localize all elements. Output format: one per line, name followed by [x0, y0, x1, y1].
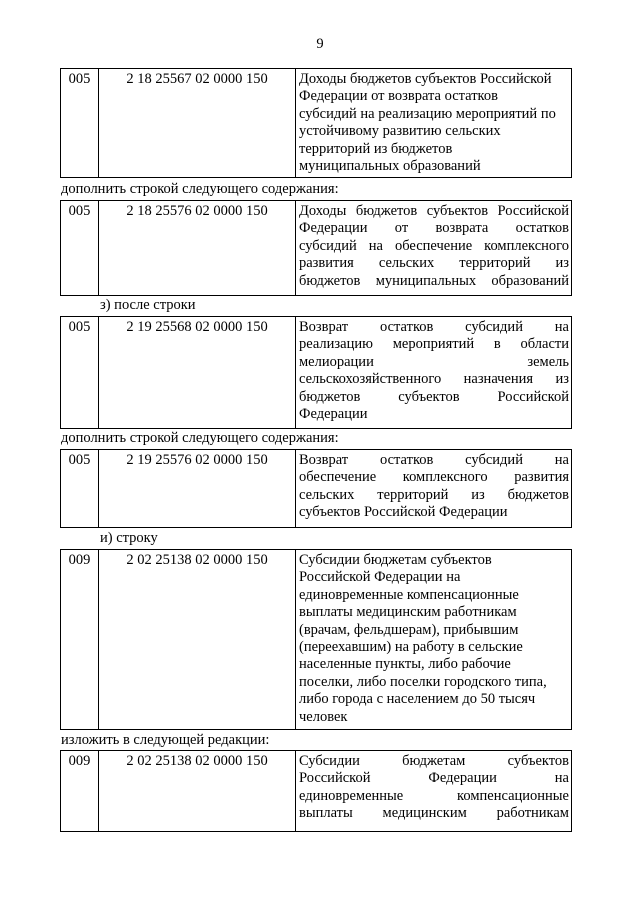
description-cell [296, 69, 572, 178]
description-line: муниципальных образований [299, 158, 481, 175]
description-line: субъектов Российской Федерации [299, 504, 508, 521]
code-table-2 [60, 200, 572, 296]
description-cell [296, 550, 572, 730]
description-line: сельских территорий из бюджетов [299, 486, 569, 503]
revenue-code-cell: 2 18 25576 02 0000 150 [99, 201, 296, 296]
description-line: территорий из бюджетов [299, 140, 453, 157]
admin-code-cell: 009 [61, 751, 99, 832]
revenue-code-cell: 2 19 25576 02 0000 150 [99, 450, 296, 528]
description-line: субсидий на обеспечение комплексного [299, 237, 569, 254]
admin-code-cell: 005 [61, 201, 99, 296]
description-line: развития сельских территорий из [299, 255, 569, 272]
revenue-code-cell: 2 02 25138 02 0000 150 [99, 550, 296, 730]
revenue-code-cell: 2 19 25568 02 0000 150 [99, 317, 296, 429]
description-line: Доходы бюджетов субъектов Российской [299, 203, 569, 219]
description-line: выплаты медицинским работникам [299, 805, 569, 822]
code-table-1 [60, 68, 572, 178]
description-line: единовременные компенсационные [299, 586, 519, 603]
description-line: устойчивому развитию сельских [299, 123, 501, 140]
revenue-code-cell: 2 02 25138 02 0000 150 [99, 751, 296, 832]
description-line: бюджетов муниципальных образований [299, 272, 569, 289]
table-row [61, 317, 572, 429]
admin-code-cell: 009 [61, 550, 99, 730]
description-line: реализацию мероприятий в области [299, 336, 569, 353]
description-line: человек [299, 708, 348, 725]
description-line: (переехавшим) на работу в сельские [299, 639, 523, 656]
admin-code-cell: 005 [61, 450, 99, 528]
admin-code-cell: 005 [61, 69, 99, 178]
instruction-text: з) после строки [100, 297, 196, 313]
page-number: 9 [316, 36, 324, 52]
description-line: Возврат остатков субсидий на [299, 452, 569, 468]
description-line: Субсидии бюджетам субъектов [299, 552, 492, 568]
description-line: Доходы бюджетов субъектов Российской [299, 71, 552, 87]
description-line: либо города с населением до 50 тысяч [299, 691, 536, 708]
description-line: субсидий на реализацию мероприятий по [299, 105, 556, 122]
description-cell [296, 317, 572, 429]
description-cell [296, 751, 572, 832]
code-table-6 [60, 750, 572, 832]
code-table-5 [60, 549, 572, 730]
description-line: Российской Федерации на [299, 569, 461, 586]
description-line: Субсидии бюджетам субъектов [299, 753, 569, 769]
description-line: бюджетов субъектов Российской [299, 388, 569, 405]
table-row [61, 450, 572, 528]
revenue-code-cell: 2 18 25567 02 0000 150 [99, 69, 296, 178]
code-table-3 [60, 316, 572, 429]
description-line: поселки, либо поселки городского типа, [299, 673, 547, 690]
description-line: (врачам, фельдшерам), прибывшим [299, 621, 519, 638]
instruction-text: дополнить строкой следующего содержания: [61, 181, 339, 197]
description-line: Федерации [299, 406, 368, 423]
description-cell [296, 201, 572, 296]
table-row [61, 201, 572, 296]
table-row [61, 550, 572, 730]
table-row [61, 69, 572, 178]
admin-code-cell: 005 [61, 317, 99, 429]
description-line: Федерации от возврата остатков [299, 88, 498, 105]
description-line: мелиорации земель [299, 353, 569, 370]
description-line: единовременные компенсационные [299, 787, 569, 804]
description-line: сельскохозяйственного назначения из [299, 371, 569, 388]
instruction-text: изложить в следующей редакции: [61, 732, 270, 748]
table-row [61, 751, 572, 832]
description-line: Федерации от возврата остатков [299, 220, 569, 237]
instruction-text: и) строку [100, 530, 158, 546]
description-line: Российской Федерации на [299, 770, 569, 787]
instruction-text: дополнить строкой следующего содержания: [61, 430, 339, 446]
code-table-4 [60, 449, 572, 528]
description-line: обеспечение комплексного развития [299, 469, 569, 486]
description-line: населенные пункты, либо рабочие [299, 656, 511, 673]
description-line: Возврат остатков субсидий на [299, 319, 569, 335]
description-cell [296, 450, 572, 528]
description-line: выплаты медицинским работникам [299, 604, 517, 621]
